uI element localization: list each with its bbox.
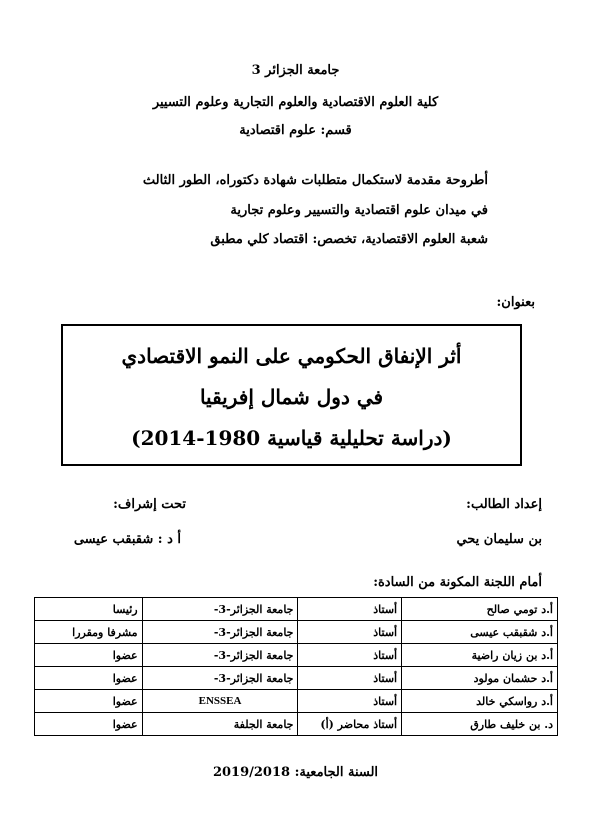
- committee-table: [34, 597, 558, 736]
- title-line-2: في دول شمال إفريقيا: [199, 385, 384, 409]
- member-rank: أستاذ: [298, 690, 402, 713]
- member-name: أ.د بن زيان راضية: [402, 644, 558, 667]
- member-name: أ.د رواسكي خالد: [402, 690, 558, 713]
- committee-label: أمام اللجنة المكونة من السادة:: [373, 575, 542, 590]
- table-row: [35, 621, 558, 644]
- member-university: جامعة الجزائر-3-: [142, 667, 298, 690]
- member-role: عضوا: [35, 690, 143, 713]
- member-rank: أستاذ: [298, 667, 402, 690]
- supervisor-name: أ د : شقبقب عيسى: [73, 532, 181, 547]
- thesis-info-line-1: أطروحة مقدمة لاستكمال متطلبات شهادة دكتوراه، الطور الثالث: [142, 173, 488, 188]
- title-line-1: أثر الإنفاق الحكومي على النمو الاقتصادي: [121, 344, 462, 368]
- member-name: أ.د حشمان مولود: [402, 667, 558, 690]
- table-row: [35, 713, 558, 736]
- member-role: عضوا: [35, 644, 143, 667]
- title-label: بعنوان:: [496, 295, 535, 310]
- department-name: قسم: علوم اقتصادية: [239, 123, 352, 138]
- member-university: جامعة الجزائر-3-: [142, 598, 298, 621]
- member-role: عضوا: [35, 667, 143, 690]
- member-rank: أستاذ: [298, 621, 402, 644]
- member-name: د. بن خليف طارق: [402, 713, 558, 736]
- member-rank: أستاذ: [298, 644, 402, 667]
- member-role: رئيسا: [35, 598, 143, 621]
- table-row: [35, 667, 558, 690]
- member-role: عضوا: [35, 713, 143, 736]
- title-line-3: (دراسة تحليلية قياسية 1980-2014): [131, 426, 452, 450]
- table-row: [35, 690, 558, 713]
- university-name: جامعة الجزائر 3: [251, 63, 340, 78]
- title-box: [61, 324, 522, 466]
- member-name: أ.د تومي صالح: [402, 598, 558, 621]
- faculty-name: كلية العلوم الاقتصادية والعلوم التجارية وعلوم التسيير: [152, 95, 439, 110]
- member-university: جامعة الجزائر-3-: [142, 644, 298, 667]
- member-rank: أستاذ محاضر (أ): [298, 713, 402, 736]
- student-name: بن سليمان يحي: [456, 532, 542, 547]
- member-university: جامعة الجزائر-3-: [142, 621, 298, 644]
- student-label: إعداد الطالب:: [466, 497, 542, 512]
- thesis-info-line-2: في ميدان علوم اقتصادية والتسيير وعلوم تجارية: [230, 203, 488, 218]
- member-university: ENSSEA: [142, 690, 298, 713]
- member-name: أ.د شقبقب عيسى: [402, 621, 558, 644]
- member-role: مشرفا ومقررا: [35, 621, 143, 644]
- table-row: [35, 598, 558, 621]
- member-university: جامعة الجلفة: [142, 713, 298, 736]
- thesis-info-line-3: شعبة العلوم الاقتصادية، تخصص: اقتصاد كلي مطبق: [210, 232, 488, 247]
- academic-year: السنة الجامعية: 2019/2018: [212, 765, 379, 780]
- member-rank: أستاذ: [298, 598, 402, 621]
- supervisor-label: تحت إشراف:: [113, 497, 186, 512]
- table-row: [35, 644, 558, 667]
